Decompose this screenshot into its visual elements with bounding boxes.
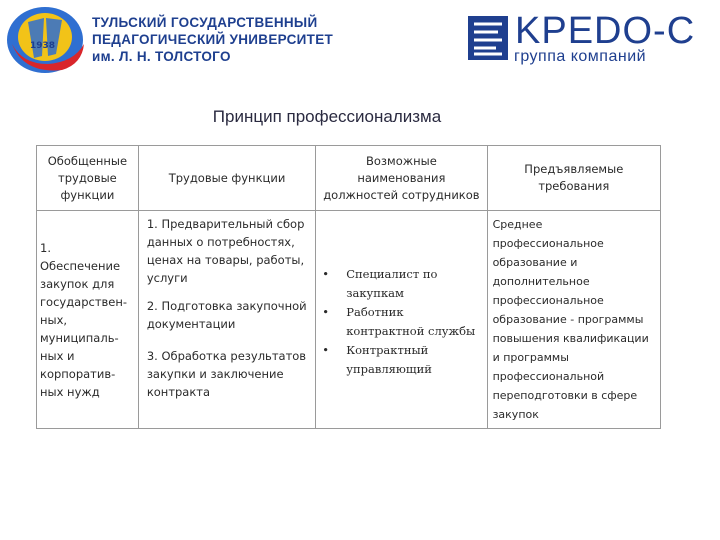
bullet-icon: • <box>322 305 330 319</box>
positions-cell <box>316 211 487 429</box>
labor-function-item: 3. Обработка результатов закупки и заключение контракта <box>146 349 307 399</box>
page-title: Принцип профессионализма <box>212 107 442 126</box>
list-item <box>320 341 482 379</box>
company-tagline: группа компаний <box>514 48 647 65</box>
university-name <box>92 14 333 65</box>
university-name-line-3: им. Л. Н. ТОЛСТОГО <box>92 49 231 64</box>
labor-function-item: 1. Предварительный сбор данных о потребностях, ценах на товары, работы, услуги <box>146 217 305 285</box>
generalized-function-cell: 1. Обеспечение закупок для государствен-ных, муниципаль-ных и корпоратив-ных нужд <box>37 211 139 429</box>
bullet-icon: • <box>322 343 330 357</box>
bullet-icon: • <box>322 267 330 281</box>
university-logo <box>4 4 88 76</box>
university-name-line-1: ТУЛЬСКИЙ ГОСУДАРСТВЕННЫЙ <box>92 15 318 30</box>
labor-function-item: 2. Подготовка закупочной документации <box>146 299 307 331</box>
logo-year: 1938 <box>30 41 56 51</box>
list-item <box>320 265 482 303</box>
table-header-row <box>37 146 661 211</box>
requirements-table <box>36 145 661 429</box>
company-name: KPEDO-C <box>515 10 696 52</box>
header-labor-functions: Трудовые функции <box>138 146 315 211</box>
positions-list <box>320 265 482 379</box>
list-item <box>320 303 482 341</box>
header-requirements: Предъявляемые требования <box>487 146 660 211</box>
header-position-names: Возможные наименования должностей сотрудников <box>316 146 487 211</box>
position-label: Контрактный управляющий <box>346 343 432 376</box>
logo-center <box>18 13 72 61</box>
requirements-cell: Среднее профессиональное образование и дополнительное профессиональное образование - программы повышения квалификации и программы профессиональной переподготовки в сфере закупок <box>487 211 660 429</box>
position-label: Работник контрактной службы <box>346 305 476 338</box>
position-label: Специалист по закупкам <box>346 267 438 300</box>
labor-functions-cell <box>138 211 315 429</box>
university-name-line-2: ПЕДАГОГИЧЕСКИЙ УНИВЕРСИТЕТ <box>92 32 334 47</box>
header-generalized-functions: Обобщенные трудовые функции <box>37 146 139 211</box>
table-row <box>37 211 661 429</box>
